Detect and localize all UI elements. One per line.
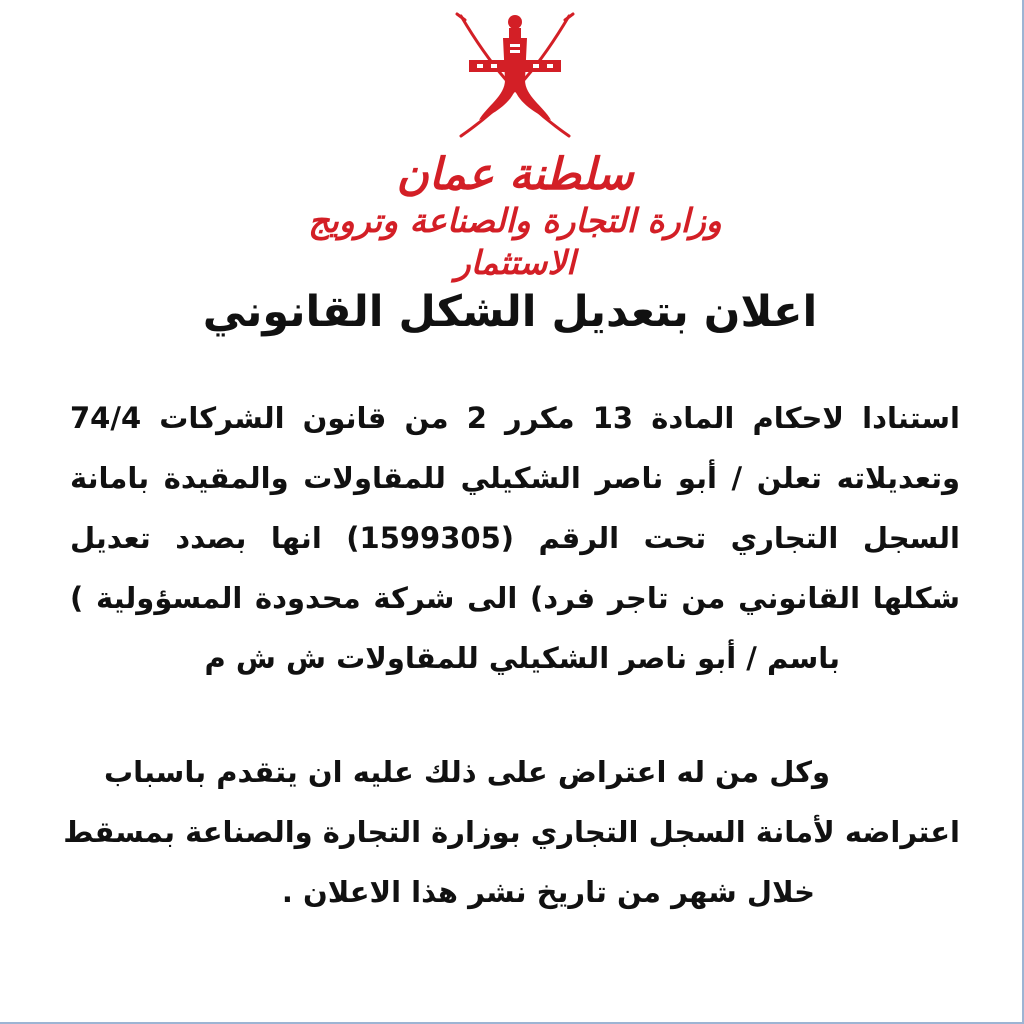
paragraph-line: باسم / أبو ناصر الشكيلي للمقاولات ش ش م [204, 641, 840, 675]
announcement-paragraph-2 [63, 742, 960, 922]
national-emblem-icon [447, 10, 583, 140]
announcement-title: اعلان بتعديل الشكل القانوني [202, 287, 818, 337]
paragraph-line: خلال شهر من تاريخ نشر هذا الاعلان . [281, 875, 815, 909]
paragraph-line: استنادا لاحكام المادة 13 مكرر 2 من قانون الشركات 74/4 [70, 401, 960, 435]
paragraph-line: السجل التجاري تحت الرقم (1599305) انها بصدد تعديل [70, 521, 960, 555]
announcement-paragraph-1 [70, 388, 960, 688]
ministry-logo-ministry: وزارة التجارة والصناعة وترويج الاستثمار [308, 201, 722, 282]
ministry-logo-country: سلطنة عمان [396, 149, 634, 200]
document-header [0, 0, 1024, 282]
ministry-logo [290, 149, 740, 282]
paragraph-line: شكلها القانوني من تاجر فرد) الى شركة محدودة المسؤولية ) [70, 581, 960, 615]
paragraph-line: وتعديلاته تعلن / أبو ناصر الشكيلي للمقاولات والمقيدة بامانة [70, 461, 960, 495]
paragraph-line: اعتراضه لأمانة السجل التجاري بوزارة التجارة والصناعة بمسقط [63, 815, 960, 849]
paragraph-line: وكل من له اعتراض على ذلك عليه ان يتقدم باسباب [103, 755, 830, 789]
